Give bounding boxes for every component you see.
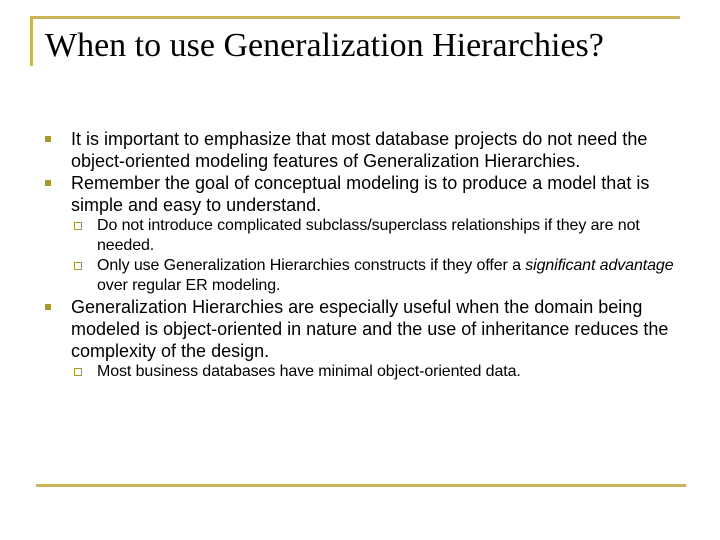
sub-bullet-item xyxy=(71,216,685,256)
sub-bullet-list xyxy=(71,362,685,382)
square-bullet-icon xyxy=(45,136,51,142)
sub-bullet-text-end: over regular ER modeling. xyxy=(97,277,281,294)
bullet-text: Generalization Hierarchies are especially useful when the domain being modeled is object-oriented in nature and the use of inheritance reduces the complexity of the design. xyxy=(71,297,669,361)
hollow-square-bullet-icon xyxy=(74,368,82,376)
sub-bullet-list xyxy=(71,216,685,296)
bullet-item xyxy=(45,296,685,382)
sub-bullet-text: Do not introduce complicated subclass/superclass relationships if they are not needed. xyxy=(97,217,640,254)
bullet-item xyxy=(45,172,685,296)
square-bullet-icon xyxy=(45,180,51,186)
slide-content xyxy=(45,128,685,382)
sub-bullet-item xyxy=(71,362,685,382)
slide-title: When to use Generalization Hierarchies? xyxy=(45,27,604,64)
sub-bullet-text: Most business databases have minimal object-oriented data. xyxy=(97,363,521,380)
sub-bullet-text xyxy=(97,257,674,294)
hollow-square-bullet-icon xyxy=(74,262,82,270)
square-bullet-icon xyxy=(45,304,51,310)
sub-bullet-text-start: Only use Generalization Hierarchies constructs if they offer a xyxy=(97,257,526,274)
hollow-square-bullet-icon xyxy=(74,222,82,230)
bullet-text: It is important to emphasize that most database projects do not need the object-oriented modeling features of Generalization Hierarchies. xyxy=(71,129,648,171)
bottom-divider-line xyxy=(36,484,686,487)
bullet-text: Remember the goal of conceptual modeling is to produce a model that is simple and easy to understand. xyxy=(71,173,650,215)
title-frame-top-line xyxy=(30,16,680,19)
bullet-item xyxy=(45,128,685,172)
title-frame-left-line xyxy=(30,16,33,66)
emphasized-text: significant advantage xyxy=(525,257,674,274)
sub-bullet-item xyxy=(71,256,685,296)
